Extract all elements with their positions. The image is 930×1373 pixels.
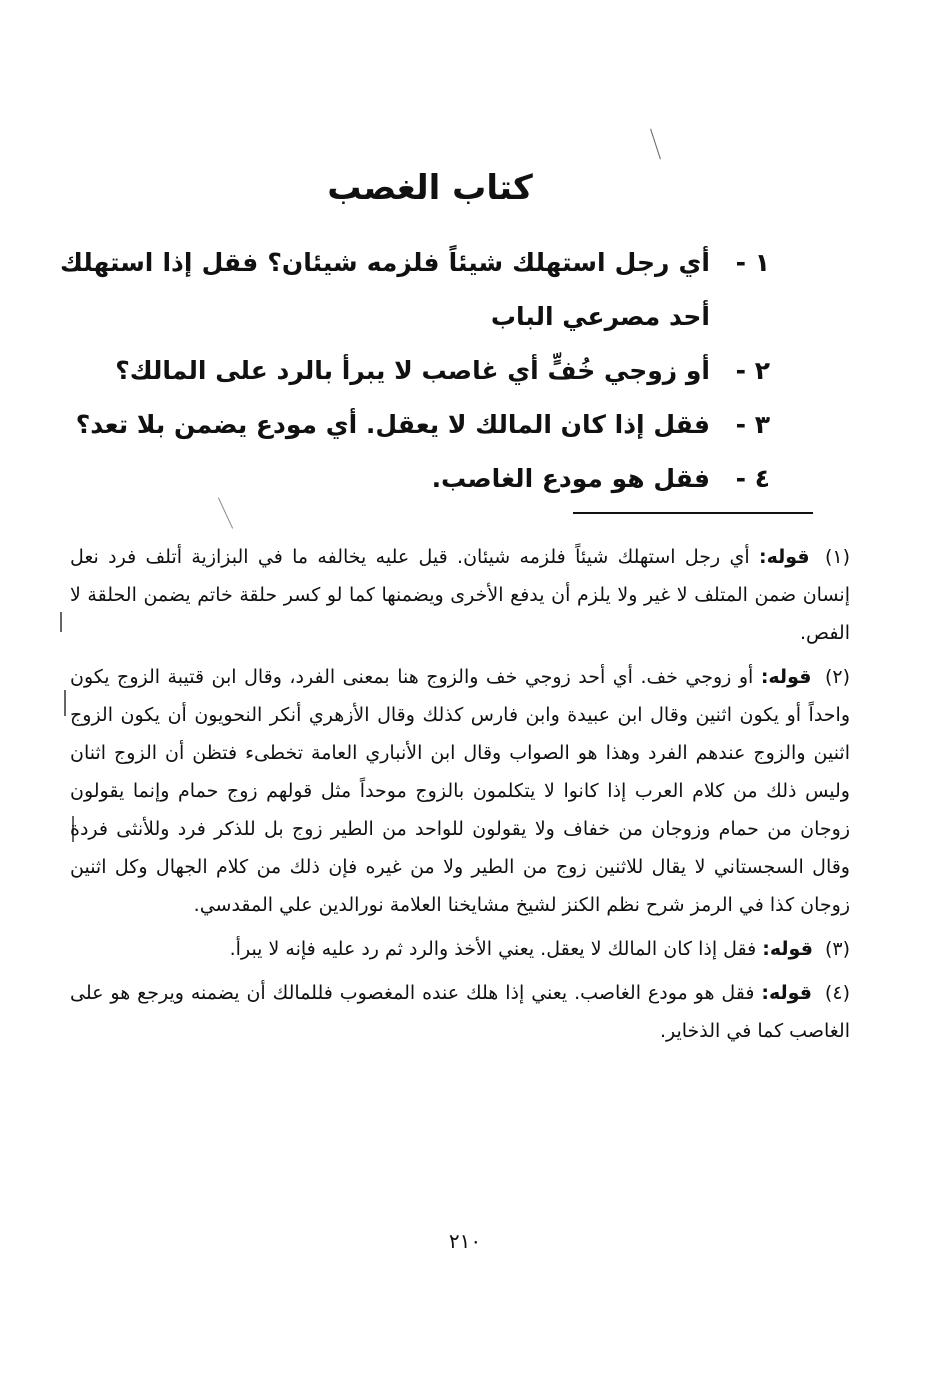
item-number: ٣ - [735, 410, 770, 439]
footnote-text: أي رجل استهلك شيئاً فلزمه شيئان. قيل عليه يخالفه ما في البزازية أتلف فرد نعل إنسان ضمن المتلف لا غير ولا يلزم أن يدفع الأخرى ويضمنها كما لو كسر حلقة خاتم يضمن الحلقة لا الفص. [70, 546, 850, 644]
list-item [60, 398, 770, 452]
footnote-divider [573, 512, 813, 514]
footnote-number: (٣) [824, 938, 850, 960]
scan-mark [60, 612, 62, 632]
footnotes [70, 538, 850, 1056]
footnote [70, 974, 850, 1050]
footnote-text: فقل إذا كان المالك لا يعقل. يعني الأخذ والرد ثم رد عليه فإنه لا يبرأ. [229, 938, 757, 960]
main-question-list [60, 236, 770, 506]
footnote [70, 538, 850, 652]
footnote-number: (١) [824, 546, 850, 568]
footnote-lead: قوله: [762, 938, 813, 960]
page-number: ٢١٠ [448, 1229, 482, 1253]
footnote-text: فقل هو مودع الغاصب. يعني إذا هلك عنده المغصوب فللمالك أن يضمنه ويرجع هو على الغاصب كما في الذخاير. [70, 982, 850, 1042]
item-text: أي رجل استهلك شيئاً فلزمه شيئان؟ فقل إذا استهلك أحد مصرعي الباب [60, 248, 710, 331]
footnote-text: أو زوجي خف. أي أحد زوجي خف والزوج هنا بمعنى الفرد، وقال ابن قتيبة الزوج يكون واحداً أو يكون اثنين وقال ابن عبيدة وابن فارس كذلك وقال الأزهري أنكر النحويون أن يكون الزوج اثنين والزوج عندهم الفرد وهذا هو الصواب وقال ابن الأنباري العامة تخطىء فتظن أن الزوج اثنان وليس ذلك من كلام العرب إذا كانوا لا يتكلمون بالزوج موحداً مثل قولهم زوج حمام وإنما يقولون زوجان من حمام وزوجان من خفاف ولا يقولون للواحد من الطير زوج بل للذكر فرد وللأنثى فردة وقال السجستاني لا يقال للاثنين زوج من الطير ولا من غيره فإن ذلك من كلام الجهال وكل اثنين زوجان كذا في الرمز شرح نظم الكنز لشيخ مشايخنا العلامة نورالدين علي المقدسي. [70, 666, 850, 916]
item-number: ١ - [735, 248, 770, 277]
item-number: ٤ - [735, 464, 770, 493]
item-text: فقل إذا كان المالك لا يعقل. أي مودع يضمن بلا تعد؟ [75, 410, 710, 439]
list-item [60, 344, 770, 398]
footnote-lead: قوله: [759, 546, 810, 568]
footnote [70, 930, 850, 968]
item-text: أو زوجي خُفٍّ أي غاصب لا يبرأ بالرد على المالك؟ [115, 356, 710, 385]
scan-mark [650, 129, 661, 160]
footnote-number: (٢) [824, 666, 850, 688]
list-item [60, 452, 770, 506]
item-text: فقل هو مودع الغاصب. [431, 464, 710, 493]
chapter-title: كتاب الغصب [327, 167, 533, 208]
scan-mark [64, 690, 66, 716]
footnote-lead: قوله: [760, 666, 812, 688]
item-number: ٢ - [735, 356, 770, 385]
footnote-number: (٤) [824, 982, 850, 1004]
list-item [60, 236, 770, 344]
footnote [70, 658, 850, 924]
footnote-lead: قوله: [761, 982, 812, 1004]
